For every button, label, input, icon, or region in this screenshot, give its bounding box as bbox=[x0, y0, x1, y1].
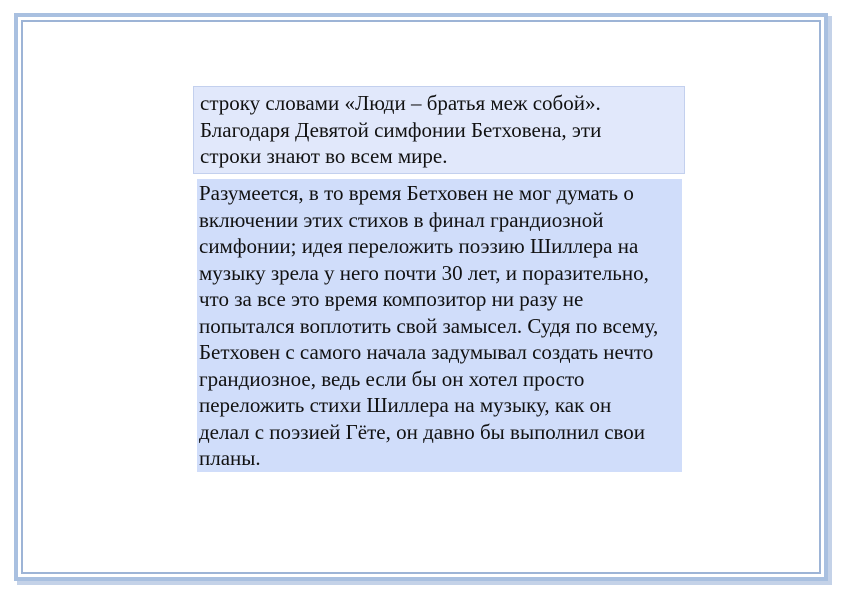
main-text-box: Разумеется, в то время Бетховен не мог думать о включении этих стихов в финал грандиозной симфонии; идея переложить поэзию Шиллера на музыку зрела у него почти 30 лет, и поразительно, что за все это время композитор ни разу не попытался воплотить свой замысел. Судя по всему, Бетховен с самого начала задумывал создать нечто грандиозное, ведь если бы он хотел просто переложить стихи Шиллера на музыку, как он делал с поэзией Гёте, он давно бы выполнил свои планы. bbox=[197, 179, 682, 472]
intro-text-box: строку словами «Люди – братья меж собой». Благодаря Девятой симфонии Бетховена, эти строки знают во всем мире. bbox=[193, 86, 685, 174]
frame-shadow-bottom bbox=[17, 581, 832, 585]
frame-shadow-right bbox=[828, 16, 832, 584]
